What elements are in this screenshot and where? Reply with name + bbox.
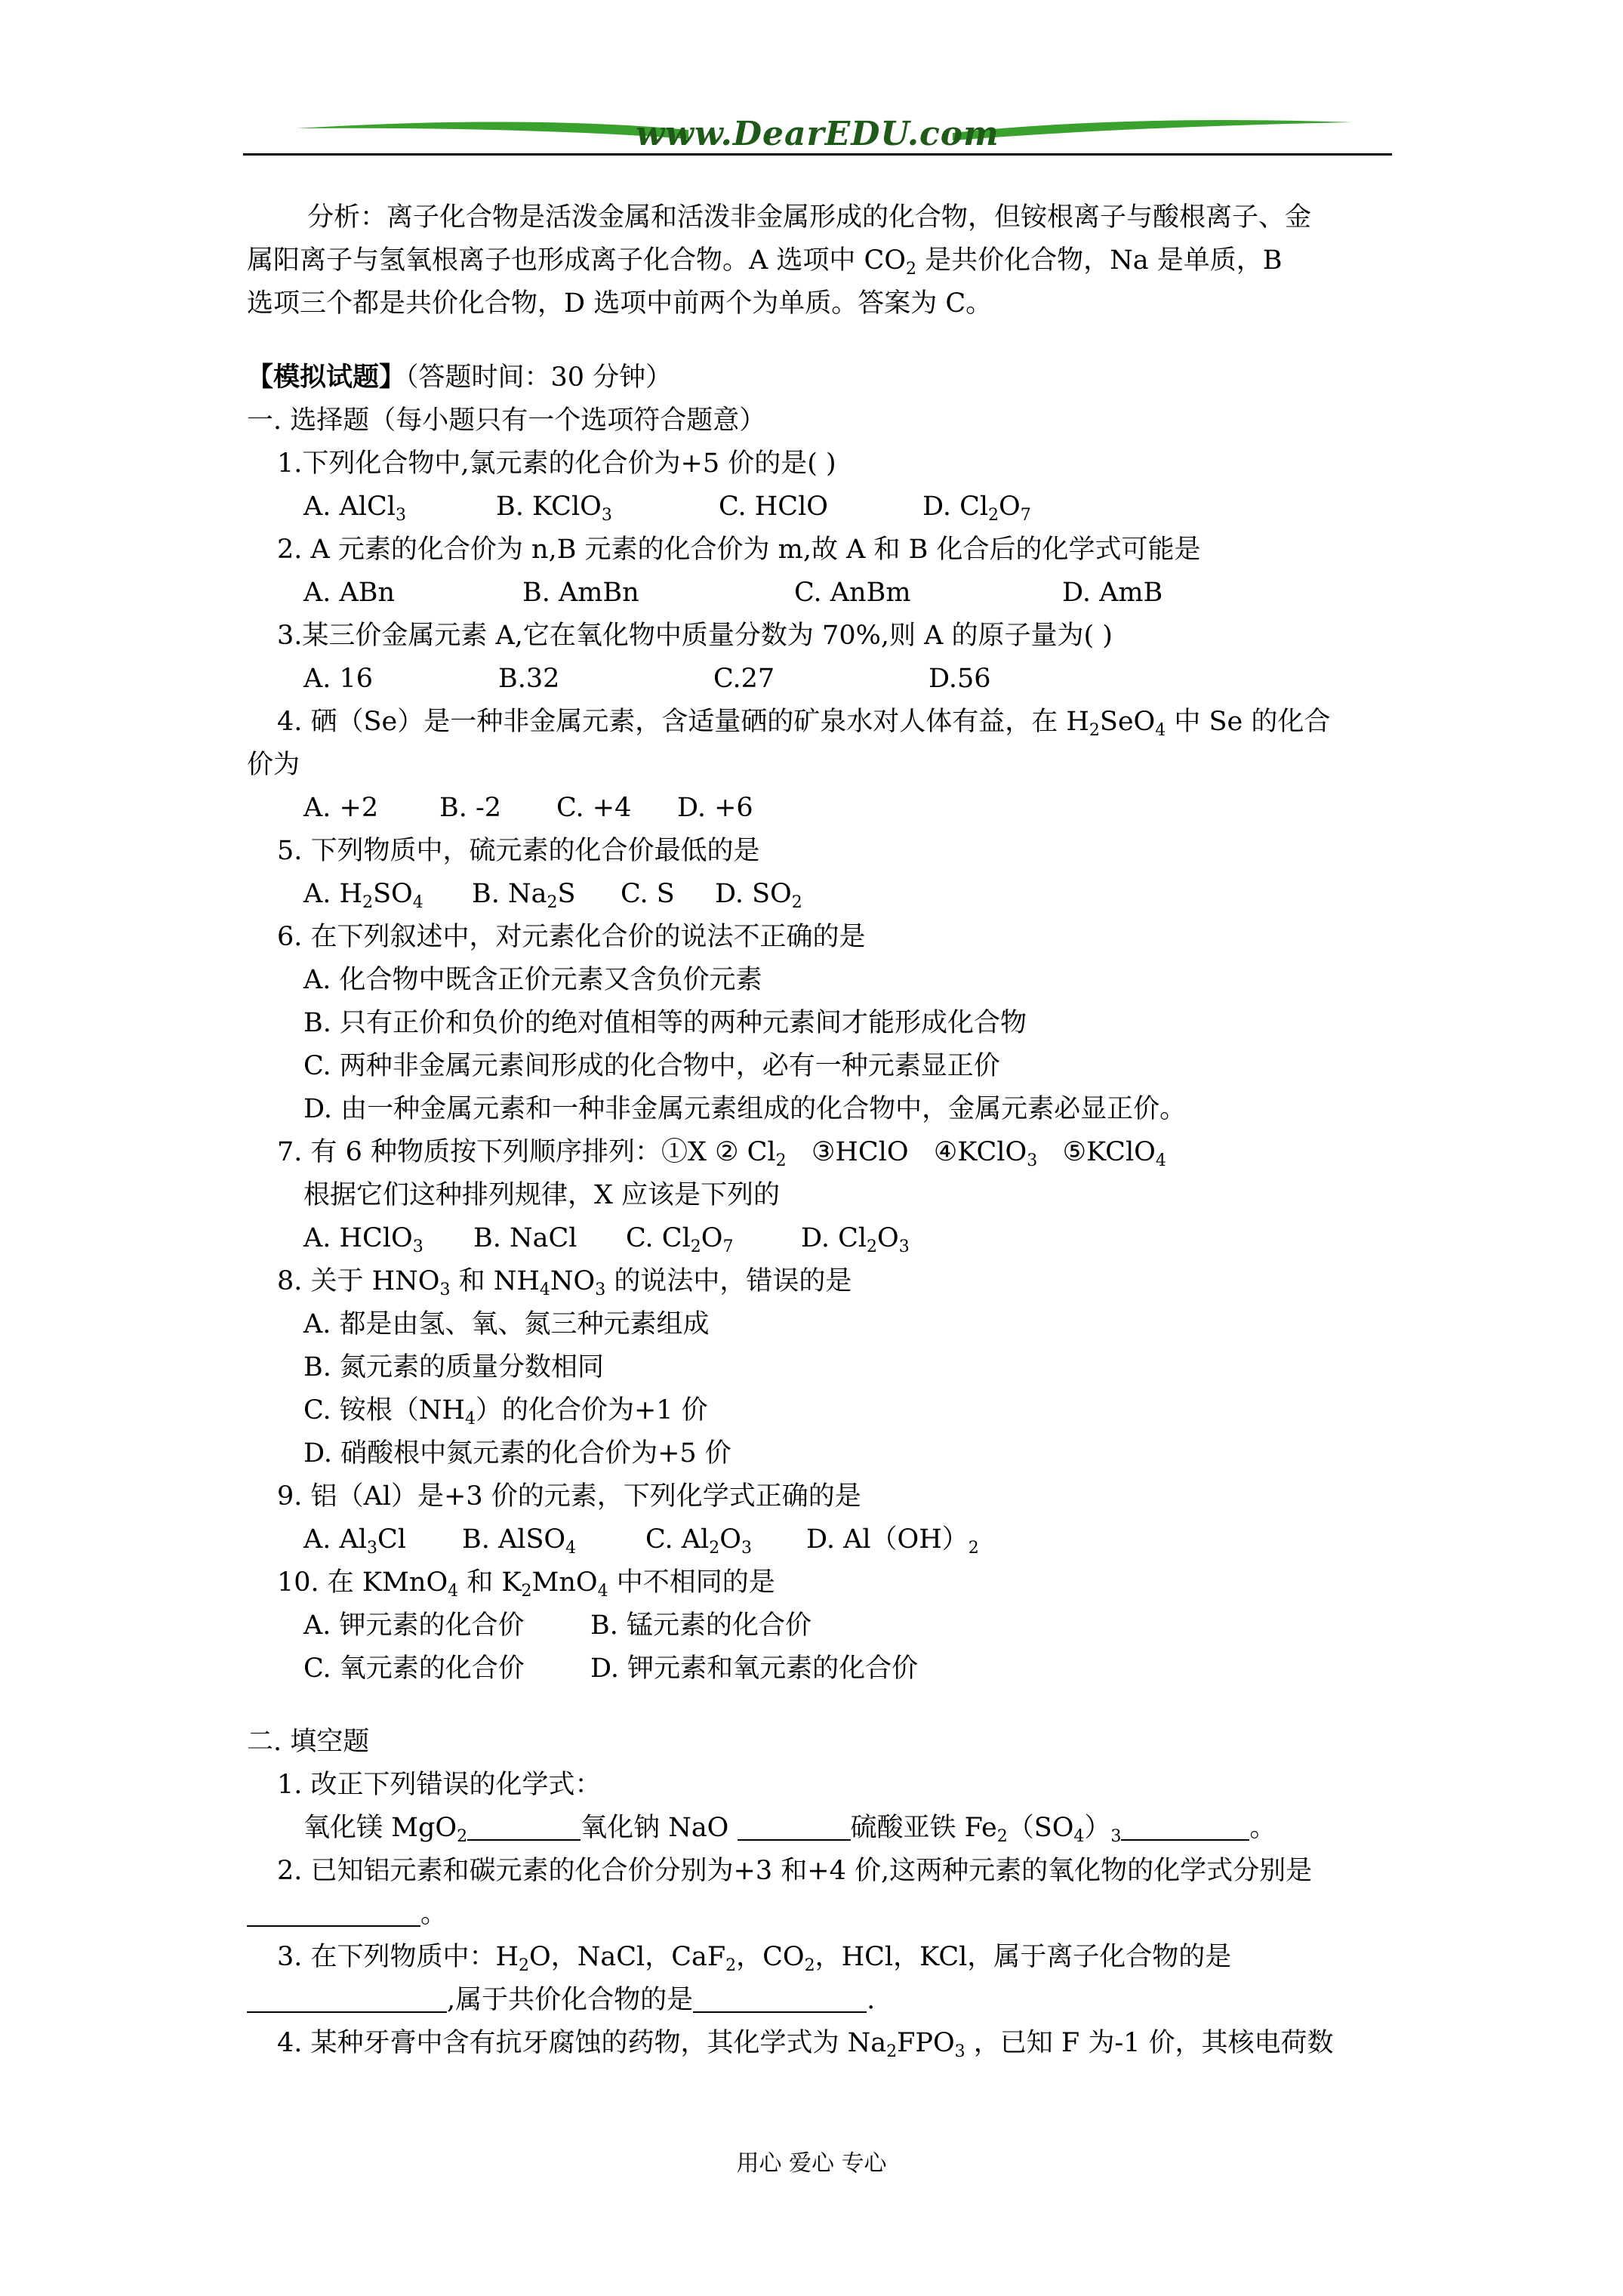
q1-stem: 1.下列化合物中,氯元素的化合价为+5 价的是( ) [277,448,836,479]
q6-option-b: B. 只有正价和负价的绝对值相等的两种元素间才能形成化合物 [303,1008,1027,1038]
page-header [243,113,1392,160]
f3-blank-covalent[interactable] [693,1986,867,2013]
q8-option-c: C. 铵根$(NH_4)$的化合价为+1 价 [303,1395,708,1428]
q2-option-a: A. ABn [303,578,396,608]
q4-stem-line-2: 价为 [247,750,300,780]
f1-blank-2[interactable] [738,1814,851,1841]
q6-option-d: D. 由一种金属元素和一种非金属元素组成的化合物中，金属元素必显正价。 [303,1094,1187,1124]
q4-option-b: B. -2 [439,793,502,823]
section-title: 【模拟试题】（答题时间：30 分钟） [247,362,673,393]
q6-stem: 6. 在下列叙述中，对元素化合价的说法不正确的是 [277,922,866,952]
q7-option-c: C. $Cl_2O_7$ [626,1223,734,1256]
q2-stem: 2. A 元素的化合价为 n,B 元素的化合价为 m,故 A 和 B 化合后的化学式可能是 [277,535,1201,565]
q3-option-d: D.56 [929,664,991,694]
f3-answer-line: ,属于共价化合物的是 . [247,1979,1394,2022]
q3-option-b: B.32 [498,664,560,694]
q7-stem-line-1: 7. 有 6 种物质按下列顺序排列：①X ② $Cl_2$ ③HClO ④KClO$_3$ ⑤KClO$_4$ [277,1137,1166,1170]
q10-options-row-1 [247,1604,1394,1647]
q1-option-a: A. AlCl$_3$ [303,492,406,525]
q7-options [247,1217,1394,1260]
q4-options [247,787,1394,830]
f2-blank[interactable] [247,1900,420,1927]
f3-blank-ionic[interactable] [247,1986,447,2013]
part1-title: 一. 选择题（每小题只有一个选项符合题意） [247,405,766,436]
q3-option-a: A. 16 [303,664,374,694]
q9-option-a: A. $Al_3Cl$ [303,1524,406,1558]
q10-option-b: B. 锰元素的化合价 [590,1610,812,1641]
q3-options [247,658,1394,701]
q5-option-c: C. S [621,879,675,909]
q2-option-d: D. AmB [1062,578,1163,608]
header-rule [243,153,1392,156]
q5-options [247,873,1394,916]
q4-option-c: C. +4 [556,793,632,823]
q9-options [247,1518,1394,1561]
q8-stem: 8. 关于 $HNO_3$ 和 $NH_4NO_3$ 的说法中，错误的是 [277,1266,852,1299]
q10-option-d: D. 钾元素和氧元素的化合价 [590,1653,919,1684]
f2-answer-line: 。 [247,1893,1394,1936]
q4-option-d: D. +6 [677,793,753,823]
q2-option-b: B. AmBn [522,578,639,608]
q1-option-d: D. $Cl_2O_7$ [922,492,1031,525]
page-footer: 用心 爱心 专心 [736,2150,887,2177]
f4-stem: 4. 某种牙膏中含有抗牙腐蚀的药物，其化学式为 $Na_2FPO_3$ ，已知 F 为-1 价，其核电荷数 [277,2028,1334,2061]
site-logo-text[interactable]: www.DearEDU.com [636,115,999,153]
analysis-line-1: 分析：离子化合物是活泼金属和活泼非金属形成的化合物，但铵根离子与酸根离子、金 [307,202,1312,233]
q7-option-b: B. NaCl [473,1223,577,1253]
q9-stem: 9. 铝（Al）是+3 价的元素，下列化学式正确的是 [277,1481,861,1512]
q1-option-b: B. KClO$_3$ [496,492,612,525]
part2-title: 二. 填空题 [247,1727,370,1757]
f1-stem: 1. 改正下列错误的化学式： [277,1770,602,1800]
q8-option-b: B. 氮元素的质量分数相同 [303,1352,604,1382]
document-body [247,196,1394,2065]
q10-options-row-2 [247,1647,1394,1690]
analysis-line-3: 选项三个都是共价化合物，D 选项中前两个为单质。答案为 C。 [247,288,993,319]
f1-items: 氧化镁 MgO$_2$ 氧化钠 NaO 硫酸亚铁 $Fe_2(SO_4)_3$ 。 [303,1813,1277,1846]
q4-stem-line-1: 4. 硒（Se）是一种非金属元素，含适量硒的矿泉水对人体有益，在 $H_2SeO_4$ 中 Se 的化合 [277,707,1331,740]
q3-stem: 3.某三价金属元素 A,它在氧化物中质量分数为 70%,则 A 的原子量为( ) [277,621,1113,651]
analysis-line-2: 属阳离子与氢氧根离子也形成离子化合物。A 选项中 $CO_2$ 是共价化合物，Na 是单质，B [247,245,1283,279]
q9-option-b: B. AlSO$_4$ [462,1524,577,1558]
q9-option-c: C. $Al_2O_3$ [645,1524,752,1558]
q2-options [247,572,1394,615]
q7-stem-line-2: 根据它们这种排列规律，X 应该是下列的 [303,1180,781,1210]
q10-option-a: A. 钾元素的化合价 [303,1610,525,1641]
f2-stem: 2. 已知铝元素和碳元素的化合价分别为+3 和+4 价,这两种元素的氧化物的化学式分别是 [277,1856,1313,1886]
q2-option-c: C. AnBm [794,578,911,608]
f3-stem: 3. 在下列物质中：$H_2O$，NaCl，CaF$_2$，$CO_2$，HCl，KCl，属于离子化合物的是 [277,1942,1232,1975]
q10-option-c: C. 氧元素的化合价 [303,1653,525,1684]
q8-option-d: D. 硝酸根中氮元素的化合价为+5 价 [303,1438,731,1469]
q5-stem: 5. 下列物质中，硫元素的化合价最低的是 [277,836,760,866]
f1-blank-3[interactable] [1121,1814,1249,1841]
q5-option-a: A. $H_2SO_4$ [303,879,423,912]
q5-option-d: D. $SO_2$ [715,879,802,912]
q5-option-b: B. $Na_2S$ [472,879,576,912]
q7-option-d: D. $Cl_2O_3$ [801,1223,910,1256]
q10-stem: 10. 在 KMnO$_4$ 和 $K_2MnO_4$ 中不相同的是 [277,1567,775,1601]
q7-option-a: A. HClO$_3$ [303,1223,423,1256]
q9-option-d: D. $Al(OH)_2$ [806,1524,979,1558]
q1-option-c: C. HClO [719,492,828,522]
q1-options [247,485,1394,529]
q4-option-a: A. +2 [303,793,379,823]
q8-option-a: A. 都是由氢、氧、氮三种元素组成 [303,1309,710,1339]
q6-option-c: C. 两种非金属元素间形成的化合物中，必有一种元素显正价 [303,1051,1000,1081]
f1-blank-1[interactable] [467,1814,581,1841]
q3-option-c: C.27 [713,664,775,694]
q6-option-a: A. 化合物中既含正价元素又含负价元素 [303,965,762,995]
